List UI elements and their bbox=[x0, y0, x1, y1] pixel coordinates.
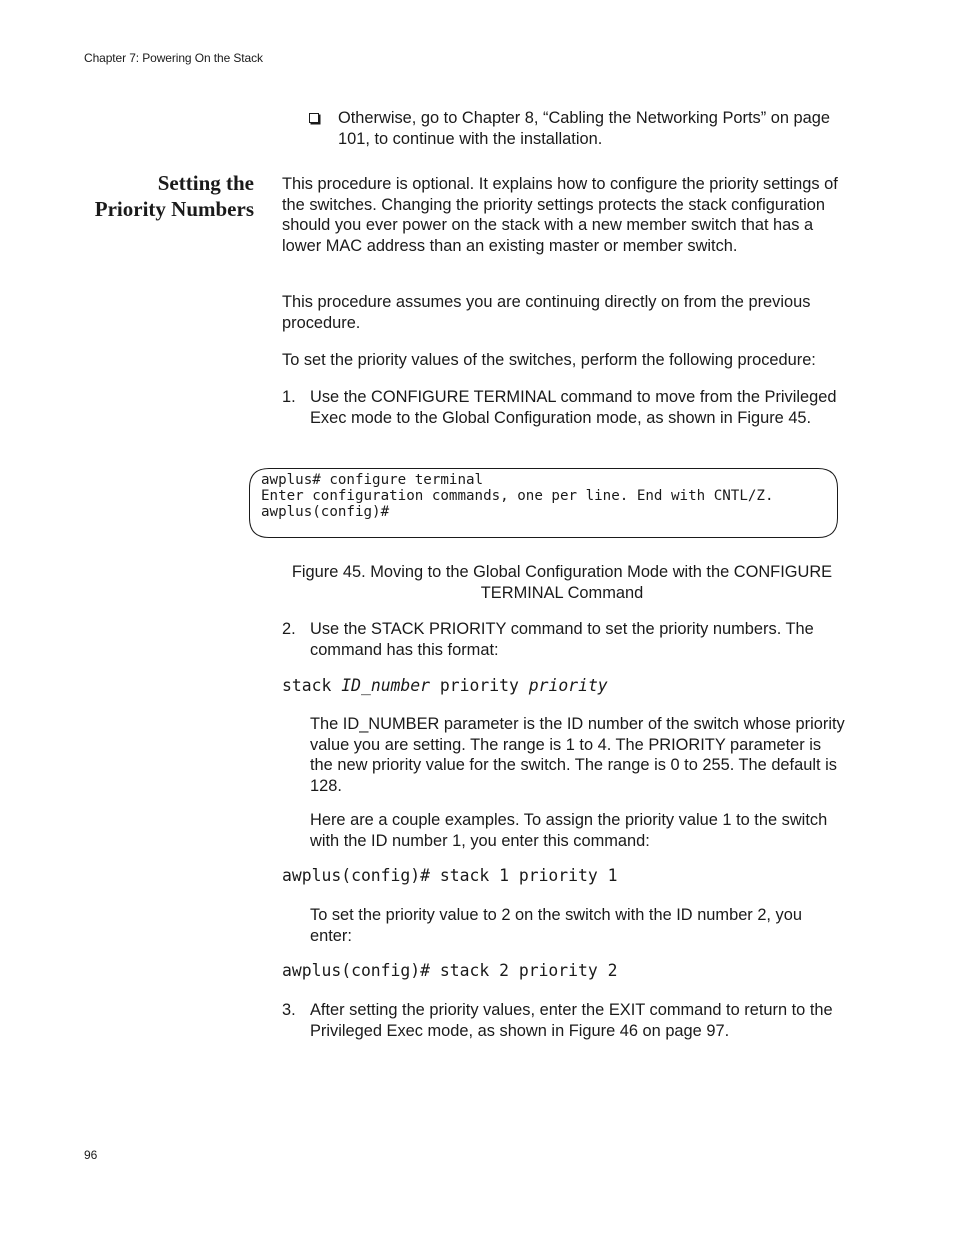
command-format bbox=[282, 676, 608, 695]
section-heading-line2: Priority Numbers bbox=[94, 197, 254, 221]
figure-caption bbox=[282, 562, 842, 603]
step-text: Use the CONFIGURE TERMINAL command to move from the Privileged Exec mode to the Global Configuration mode, as shown in Figure 45. bbox=[310, 388, 837, 427]
parameter-description: The ID_NUMBER parameter is the ID number of the switch whose priority value you are setting. The range is 1 to 4. The PRIORITY parameter is the new priority value for the switch. The range is 0 to 255. The default is 128. bbox=[310, 715, 845, 795]
caption-line2: TERMINAL Command bbox=[480, 583, 644, 602]
checkbox-bullet-icon bbox=[309, 113, 319, 123]
step-number: 3. bbox=[282, 1001, 296, 1019]
example-intro-2: To set the priority value to 2 on the switch with the ID number 2, you enter: bbox=[310, 906, 802, 945]
step-text: After setting the priority values, enter the EXIT command to return to the Privileged Exec mode, as shown in Figure 46 on page 97. bbox=[310, 1001, 833, 1040]
section-heading-line1: Setting the bbox=[157, 171, 254, 195]
step-text: Use the STACK PRIORITY command to set the priority numbers. The command has this format: bbox=[310, 620, 814, 659]
format-mid: priority bbox=[439, 676, 519, 695]
code-figure-box bbox=[249, 468, 838, 538]
step-number: 2. bbox=[282, 620, 296, 638]
step-number: 1. bbox=[282, 388, 296, 406]
format-param-id: ID_number bbox=[341, 676, 431, 695]
code-block bbox=[261, 473, 774, 520]
code-line: Enter configuration commands, one per line. End with CNTL/Z. bbox=[261, 487, 774, 504]
format-cmd: stack bbox=[282, 676, 332, 695]
bullet-item: Otherwise, go to Chapter 8, “Cabling the Networking Ports” on page 101, to continue with the installation. bbox=[338, 109, 830, 148]
assumption-paragraph: This procedure assumes you are continuing directly on from the previous procedure. bbox=[282, 293, 811, 332]
example-intro: Here are a couple examples. To assign the priority value 1 to the switch with the ID number 1, you enter this command: bbox=[310, 811, 828, 850]
code-line: awplus(config)# bbox=[261, 503, 390, 520]
running-header: Chapter 7: Powering On the Stack bbox=[84, 51, 263, 65]
example-command-1: awplus(config)# stack 1 priority 1 bbox=[282, 866, 618, 885]
page-number: 96 bbox=[84, 1148, 98, 1162]
caption-line1: Figure 45. Moving to the Global Configuration Mode with the CONFIGURE bbox=[291, 563, 833, 581]
section-heading bbox=[54, 170, 254, 222]
procedure-intro: To set the priority values of the switches, perform the following procedure: bbox=[282, 351, 816, 369]
example-command-2: awplus(config)# stack 2 priority 2 bbox=[282, 961, 618, 980]
code-line: awplus# configure terminal bbox=[261, 472, 484, 488]
format-param-priority: priority bbox=[528, 676, 608, 695]
intro-paragraph: This procedure is optional. It explains how to configure the priority settings of the switches. Changing the priority settings protects the stack configuration should you ever power on the stack with a new member switch that has a lower MAC address than an existing master or member switch. bbox=[282, 175, 838, 255]
